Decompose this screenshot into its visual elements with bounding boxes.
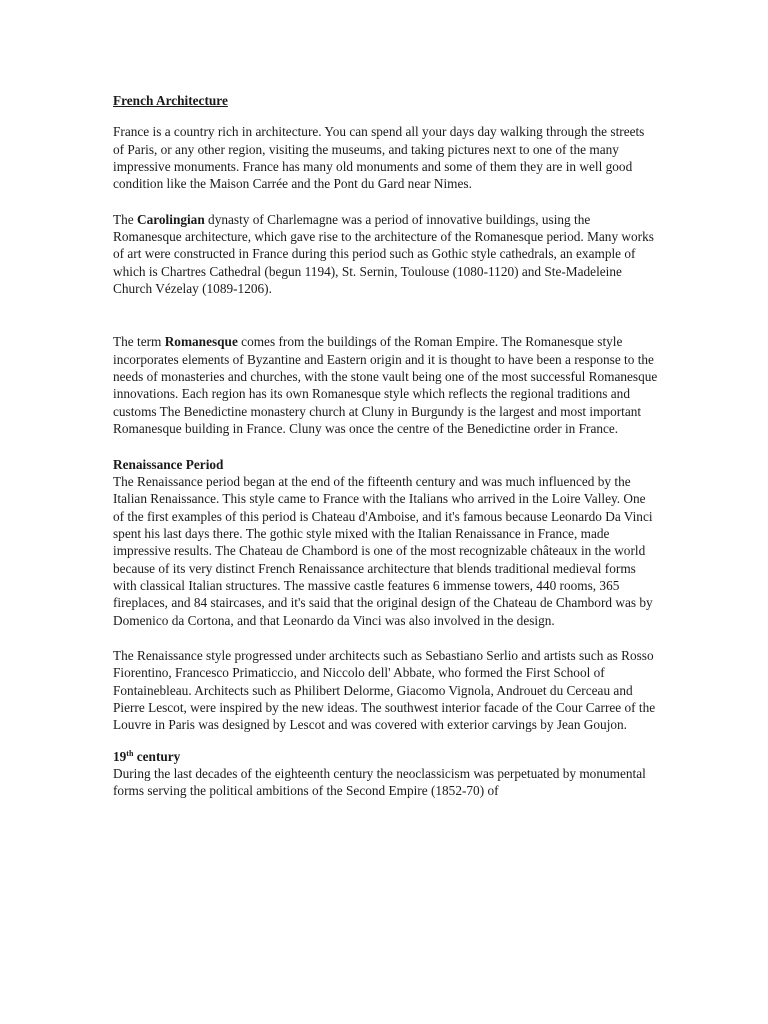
paragraph-19th-century: During the last decades of the eighteenth century the neoclassicism was perpetuated by monumental forms serving the political ambitions of the Second Empire (1852-70) of: [113, 766, 646, 799]
heading-19th-ordinal: th: [126, 748, 134, 758]
paragraph-carolingian: [113, 211, 658, 298]
paragraph-carolingian-body: dynasty of Charlemagne was a period of innovative buildings, using the Romanesque architecture, which gave rise to the architecture of the Romanesque period. Many works of art were constructed in France during this period such as Gothic style cathedrals, an example of which is Chartres Cathedral (begun 1194), St. Sernin, Toulouse (1080-1120) and Ste-Madeleine Church Vézelay (1089-1206).: [113, 211, 654, 297]
paragraph-intro: France is a country rich in architecture. You can spend all your days day walking through the streets of Paris, or any other region, visiting the museums, and taking pictures next to one of the many impressive monuments. France has many old monuments and some of them they are in well good condition like the Maison Carrée and the Pont du Gard near Nimes.: [113, 124, 645, 192]
paragraph-romanesque: [113, 333, 658, 437]
paragraph-renaissance: The Renaissance period began at the end of the fifteenth century and was much influenced by the Italian Renaissance. This style came to France with the Italians who arrived in the Loire Valley. One of the first examples of this period is Chateau d'Amboise, and it's famous because Leonardo Da Vinci spent his last days there. The gothic style mixed with the Italian Renaissance in France, made impressive results. The Chateau de Chambord is one of the most recognizable châteaux in the world because of its very distinct French Renaissance architecture that blends traditional medieval forms with classical Italian structures. The massive castle features 6 immense towers, 440 rooms, 365 fireplaces, and 84 staircases, and it's said that the original design of the Chateau de Chambord was by Domenico da Cortona, and that Leonardo da Vinci was also involved in the design.: [113, 473, 653, 628]
document-title: French Architecture: [113, 93, 228, 108]
heading-19th-century: [113, 748, 658, 765]
heading-renaissance: Renaissance Period: [113, 456, 224, 472]
term-romanesque: Romanesque: [164, 334, 238, 350]
paragraph-romanesque-body: comes from the buildings of the Roman Empire. The Romanesque style incorporates elements of Byzantine and Eastern origin and it is thought to have been a response to the needs of monasteries and churches, with the stone vault being one of the most successful Romanesque innovations. Each region has its own Romanesque style which reflects the regional traditions and customs The Benedictine monastery church at Cluny in Burgundy is the largest and most important Romanesque building in France. Cluny was once the centre of the Benedictine order in France.: [113, 334, 658, 437]
document-page: [113, 92, 658, 800]
heading-19th-number: 19: [113, 748, 127, 764]
term-carolingian: Carolingian: [137, 211, 205, 227]
paragraph-carolingian-lead: The: [113, 211, 137, 227]
paragraph-romanesque-lead: The term: [113, 334, 165, 350]
paragraph-renaissance-style: The Renaissance style progressed under architects such as Sebastiano Serlio and artists such as Rosso Fiorentino, Francesco Primaticcio, and Niccolo dell' Abbate, who formed the First School of Fontainebleau. Architects such as Philibert Delorme, Giacomo Vignola, Androuet du Cerceau and Pierre Lescot, were inspired by the new ideas. The southwest interior facade of the Cour Carree of the Louvre in Paris was designed by Lescot and was covered with exterior carvings by Jean Goujon.: [113, 647, 656, 733]
heading-19th-word: century: [133, 748, 181, 764]
